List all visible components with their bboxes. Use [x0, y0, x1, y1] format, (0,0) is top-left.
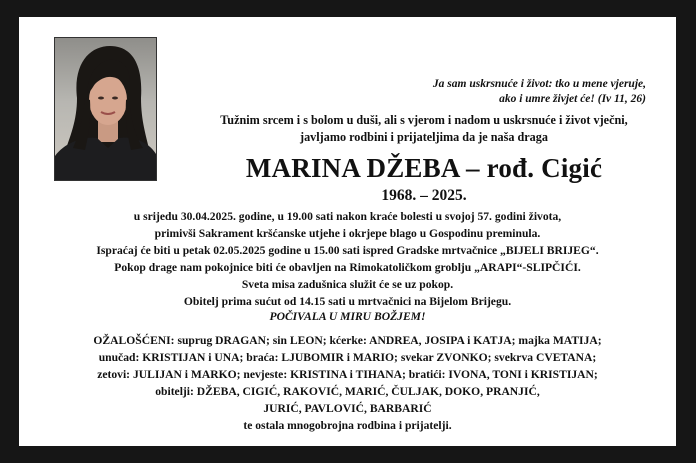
- closing-line: POČIVALA U MIRU BOŽJEM!: [269, 310, 426, 323]
- mourners-line: obitelji: DŽEBA, CIGIĆ, RAKOVIĆ, MARIĆ, ČULJAK, DOKO, PRANJIĆ,: [155, 385, 540, 398]
- life-years: 1968. – 2025.: [381, 187, 467, 204]
- mourners-line: zetovi: JULIJAN i MARKO; nevjeste: KRISTINA i TIHANA; bratići: IVONA, TONI i KRISTIJAN;: [97, 368, 598, 381]
- body-line: Sveta misa zadušnica služit će se uz pokop.: [241, 278, 454, 291]
- obituary-card: [19, 17, 676, 446]
- intro-text: [179, 112, 669, 146]
- body-line: Pokop drage nam pokojnice biti će obavljen na Rimokatoličkom groblju „ARAPI“-SLIPČIĆI.: [114, 261, 581, 274]
- body-line: u srijedu 30.04.2025. godine, u 19.00 sati nakon kraće bolesti u svojoj 57. godini života,: [133, 210, 562, 223]
- body-line: primivši Sakrament kršćanske utjehe i okrjepe blago u Gospodinu preminula.: [154, 227, 541, 240]
- portrait-photo: [54, 37, 157, 181]
- deceased-name: MARINA DŽEBA – rođ. Cigić: [245, 153, 603, 183]
- intro-line: Tužnim srcem i s bolom u duši, ali s vjerom i nadom u uskrsnuće i život vječni,: [220, 113, 628, 127]
- announcement-body: [19, 208, 676, 310]
- body-line: Obitelj prima sućut od 14.15 sati u mrtvačnici na Bijelom Brijegu.: [183, 295, 512, 308]
- mourners-line: unučad: KRISTIJAN i UNA; braća: LJUBOMIR i MARIO; svekar ZVONKO; svekrva CVETANA;: [98, 351, 597, 364]
- intro-line: javljamo rodbini i prijateljima da je naša draga: [300, 130, 548, 144]
- mourners-line: te ostala mnogobrojna rodbina i prijatelji.: [243, 419, 452, 432]
- body-line: Ispraćaj će biti u petak 02.05.2025 godine u 15.00 sati ispred Gradske mrtvačnice „BIJELI BRIJEG“.: [96, 244, 599, 257]
- bible-quote: [433, 77, 646, 107]
- mourners-list: [19, 332, 676, 434]
- quote-line: ako i umre živjet će! (Iv 11, 26): [499, 93, 646, 105]
- mourners-line: JURIĆ, PAVLOVIĆ, BARBARIĆ: [263, 402, 432, 415]
- quote-line: Ja sam uskrsnuće i život: tko u mene vjeruje,: [432, 78, 646, 90]
- mourners-line: OŽALOŠĆENI: suprug DRAGAN; sin LEON; kćerke: ANDREA, JOSIPA i KATJA; majka MATIJA;: [93, 334, 602, 347]
